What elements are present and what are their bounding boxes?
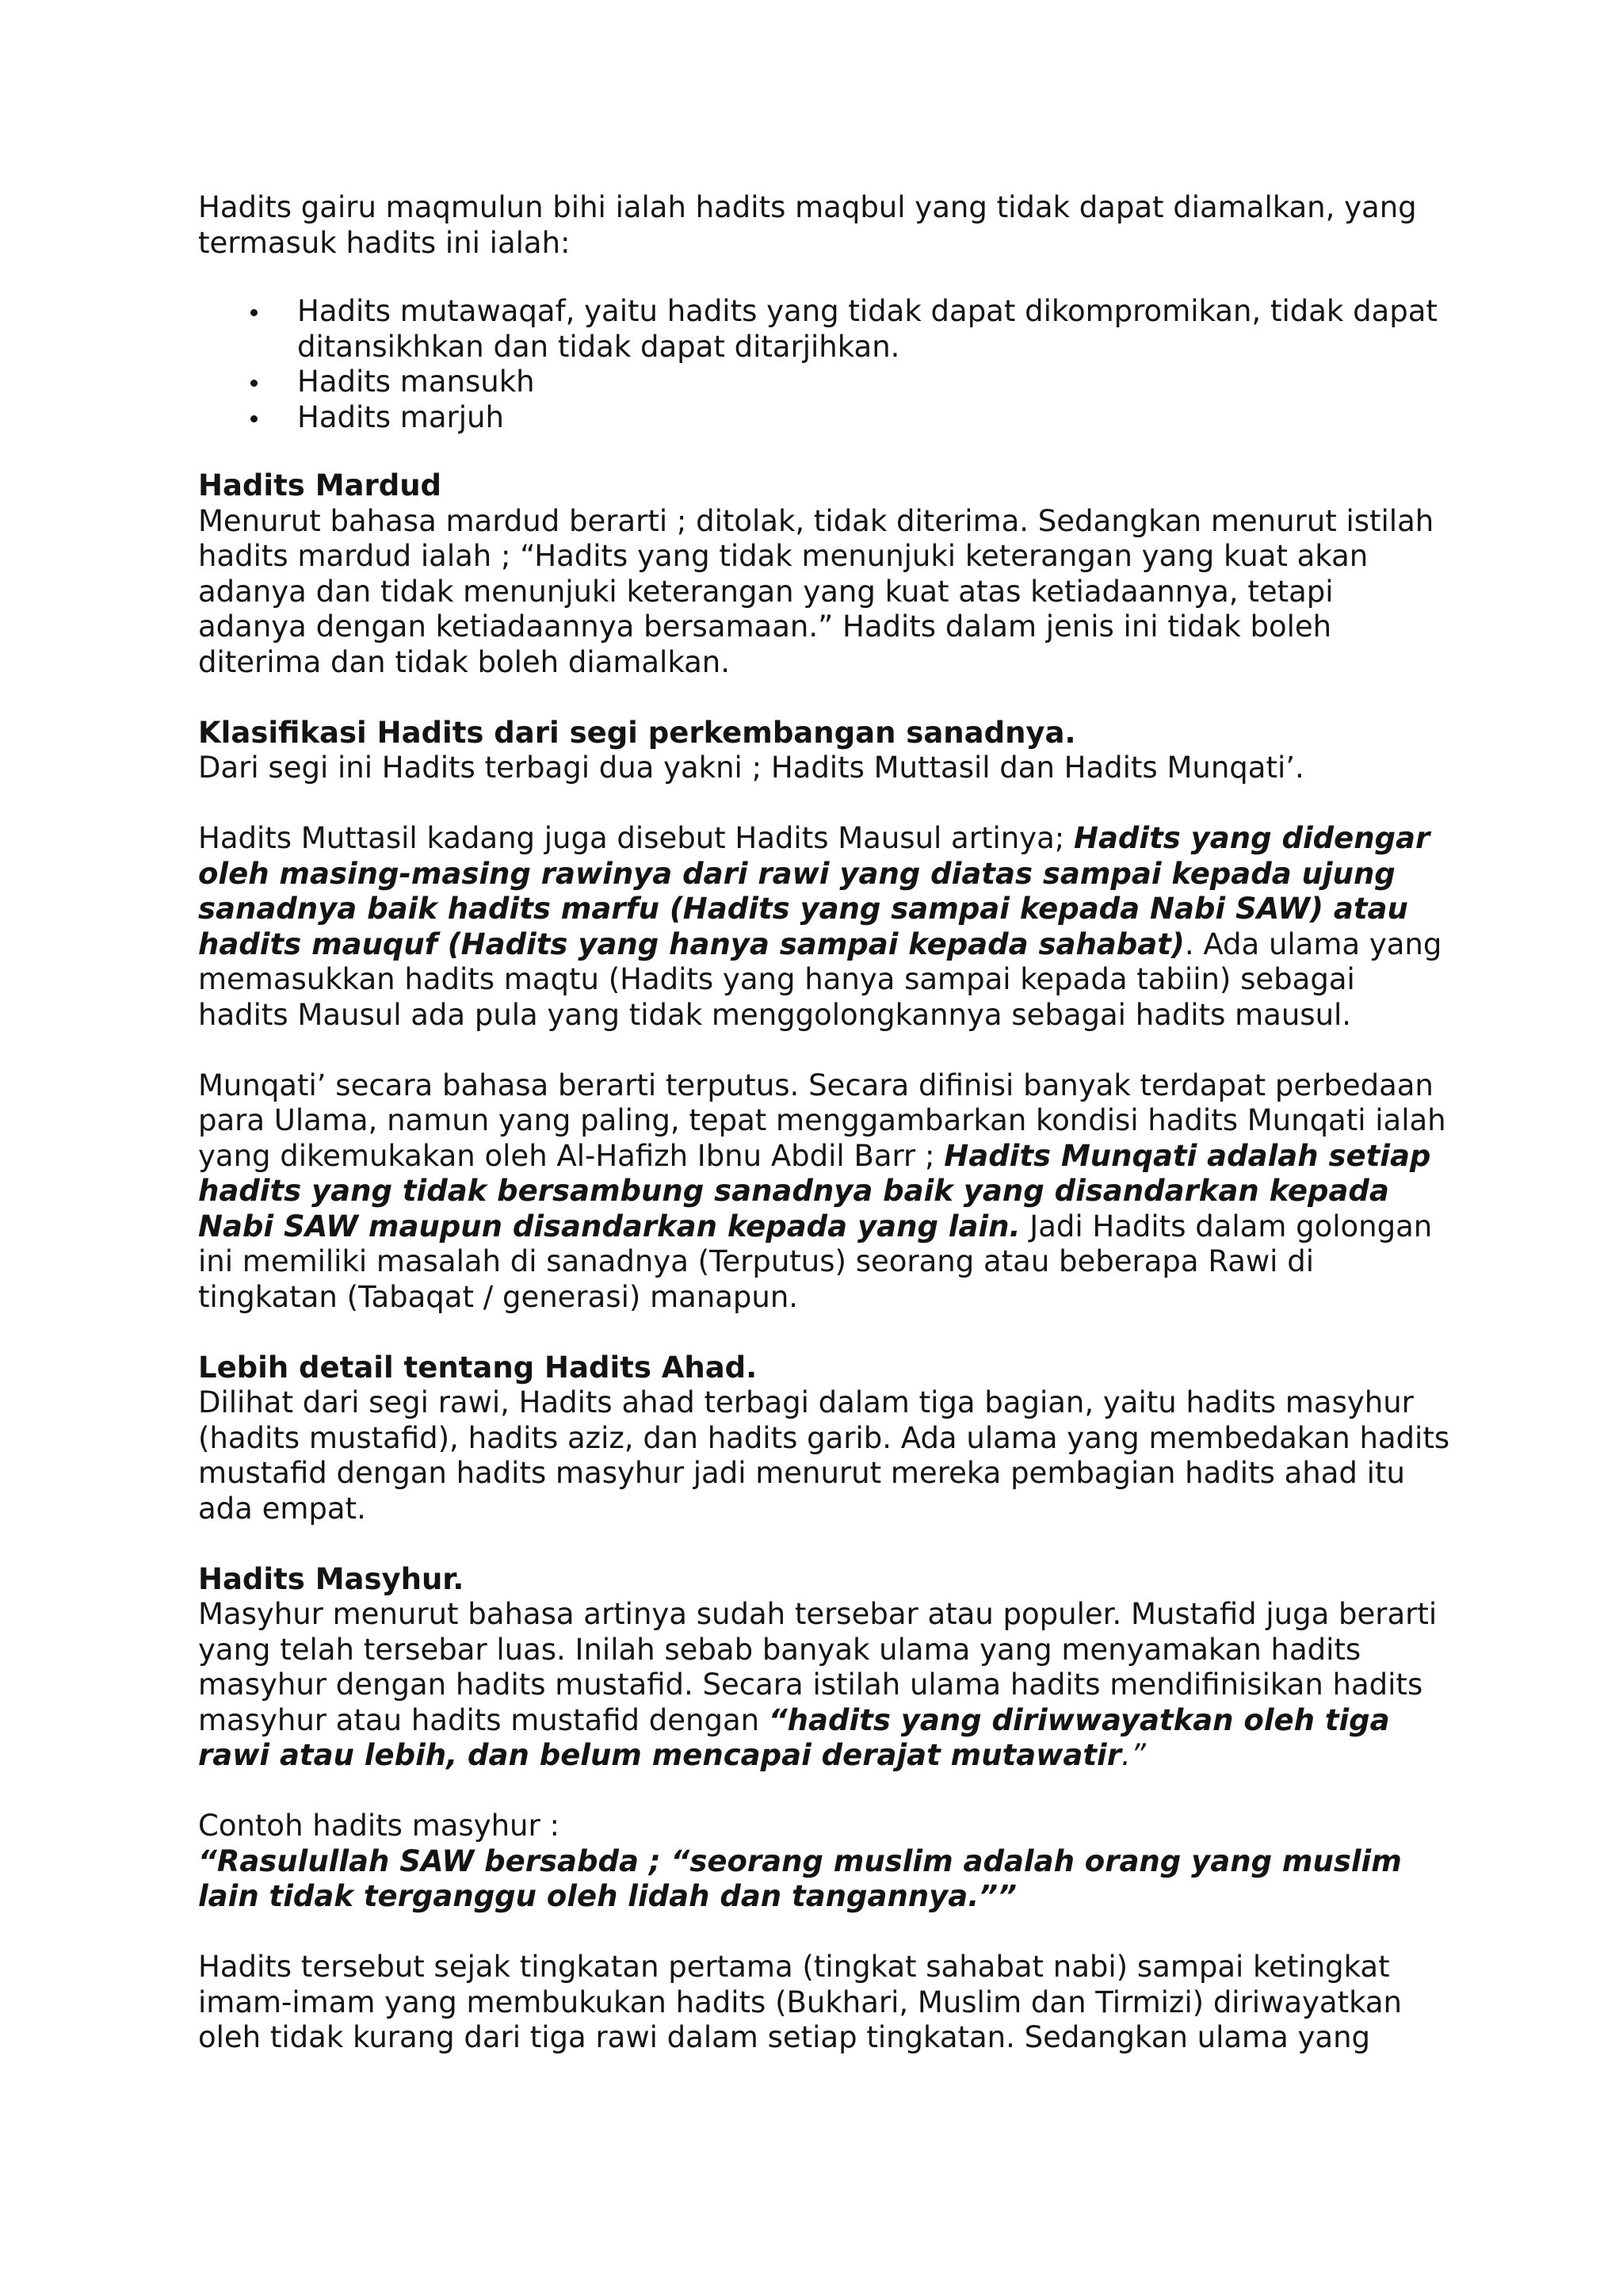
munqati-tail: Jadi Hadits dalam golongan ini memiliki masalah di sanadnya (Terputus) seorang atau beberapa Rawi di tingkatan (Tabaqat / generasi) manapun. — [198, 1209, 1433, 1314]
section-heading-masyhur: Hadits Masyhur. — [198, 1561, 464, 1596]
muttasil-definition: Hadits yang didengar oleh masing-masing rawinya dari rawi yang diatas sampai kepada ujung sanadnya baik hadits marfu (Hadits yang sampai kepada Nabi SAW) atau hadits mauquf (Hadits yang hanya sampai kepada sahabat) — [198, 821, 1430, 961]
masyhur-tail: .” — [1121, 1738, 1146, 1772]
list-item: Hadits marjuh — [198, 400, 1450, 436]
bullet-list — [198, 294, 1450, 435]
intro-paragraph: Hadits gairu maqmulun bihi ialah hadits maqbul yang tidak dapat diamalkan, yang termasuk hadits ini ialah: — [198, 190, 1417, 260]
munqati-definition: Hadits Munqati adalah setiap hadits yang tidak bersambung sanadnya baik yang disandarkan kepada Nabi SAW maupun disandarkan kepada yang lain. — [198, 1138, 1431, 1244]
masyhur-paragraph — [198, 1597, 1450, 1774]
masyhur-definition: “hadits yang diriwwayatkan oleh tiga rawi atau lebih, dan belum mencapai derajat mutawatir — [198, 1702, 1390, 1772]
section-heading-klasifikasi: Klasifikasi Hadits dari segi perkembangan sanadnya. — [198, 715, 1076, 750]
list-item: Hadits mutawaqaf, yaitu hadits yang tidak dapat dikompromikan, tidak dapat ditansikhkan dan tidak dapat ditarjihkan. — [198, 294, 1450, 365]
contoh-label: Contoh hadits masyhur : — [198, 1809, 559, 1843]
munqati-paragraph — [198, 1068, 1450, 1316]
muttasil-paragraph — [198, 821, 1450, 1033]
muttasil-lead: Hadits Muttasil kadang juga disebut Hadits Mausul artinya; — [198, 821, 1074, 855]
ahad-paragraph: Dilihat dari segi rawi, Hadits ahad terbagi dalam tiga bagian, yaitu hadits masyhur (hadits mustafid), hadits aziz, dan hadits garib. Ada ulama yang membedakan hadits mustafid dengan hadits masyhur jadi menurut mereka pembagian hadits ahad itu ada empat. — [198, 1385, 1450, 1526]
closing-paragraph: Hadits tersebut sejak tingkatan pertama (tingkat sahabat nabi) sampai ketingkat imam-imam yang membukukan hadits (Bukhari, Muslim dan Tirmizi) diriwayatkan oleh tidak kurang dari tiga rawi dalam setiap tingkatan. Sedangkan ulama yang — [198, 1950, 1402, 2054]
mardud-paragraph: Menurut bahasa mardud berarti ; ditolak, tidak diterima. Sedangkan menurut istilah hadits mardud ialah ; “Hadits yang tidak menunjuki keterangan yang kuat akan adanya dan tidak menunjuki keterangan yang kuat atas ketiadaannya, tetapi adanya dengan ketiadaannya bersamaan.” Hadits dalam jenis ini tidak boleh diterima dan tidak boleh diamalkan. — [198, 503, 1434, 679]
munqati-lead: Munqati’ secara bahasa berarti terputus. Secara difinisi banyak terdapat perbedaan para Ulama, namun yang paling, tepat menggambarkan kondisi hadits Munqati ialah yang dikemukakan oleh Al-Hafizh Ibnu Abdil Barr ; — [198, 1068, 1446, 1173]
list-item: Hadits mansukh — [198, 365, 1450, 400]
document-page — [198, 190, 1450, 2056]
klasifikasi-paragraph: Dari segi ini Hadits terbagi dua yakni ; Hadits Muttasil dan Hadits Munqati’. — [198, 751, 1304, 785]
muttasil-tail: . Ada ulama yang memasukkan hadits maqtu (Hadits yang hanya sampai kepada tabiin) sebagai hadits Mausul ada pula yang tidak menggolongkannya sebagai hadits mausul. — [198, 926, 1442, 1032]
contoh-quote: “Rasulullah SAW bersabda ; “seorang muslim adalah orang yang muslim lain tidak terganggu oleh lidah dan tangannya.”” — [198, 1843, 1402, 1913]
masyhur-lead: Masyhur menurut bahasa artinya sudah tersebar atau populer. Mustafid juga berarti yang telah tersebar luas. Inilah sebab banyak ulama yang menyamakan hadits masyhur dengan hadits mustafid. Secara istilah ulama hadits mendifinisikan hadits masyhur atau hadits mustafid dengan — [198, 1597, 1438, 1737]
section-heading-mardud: Hadits Mardud — [198, 468, 442, 502]
section-heading-ahad: Lebih detail tentang Hadits Ahad. — [198, 1350, 758, 1385]
